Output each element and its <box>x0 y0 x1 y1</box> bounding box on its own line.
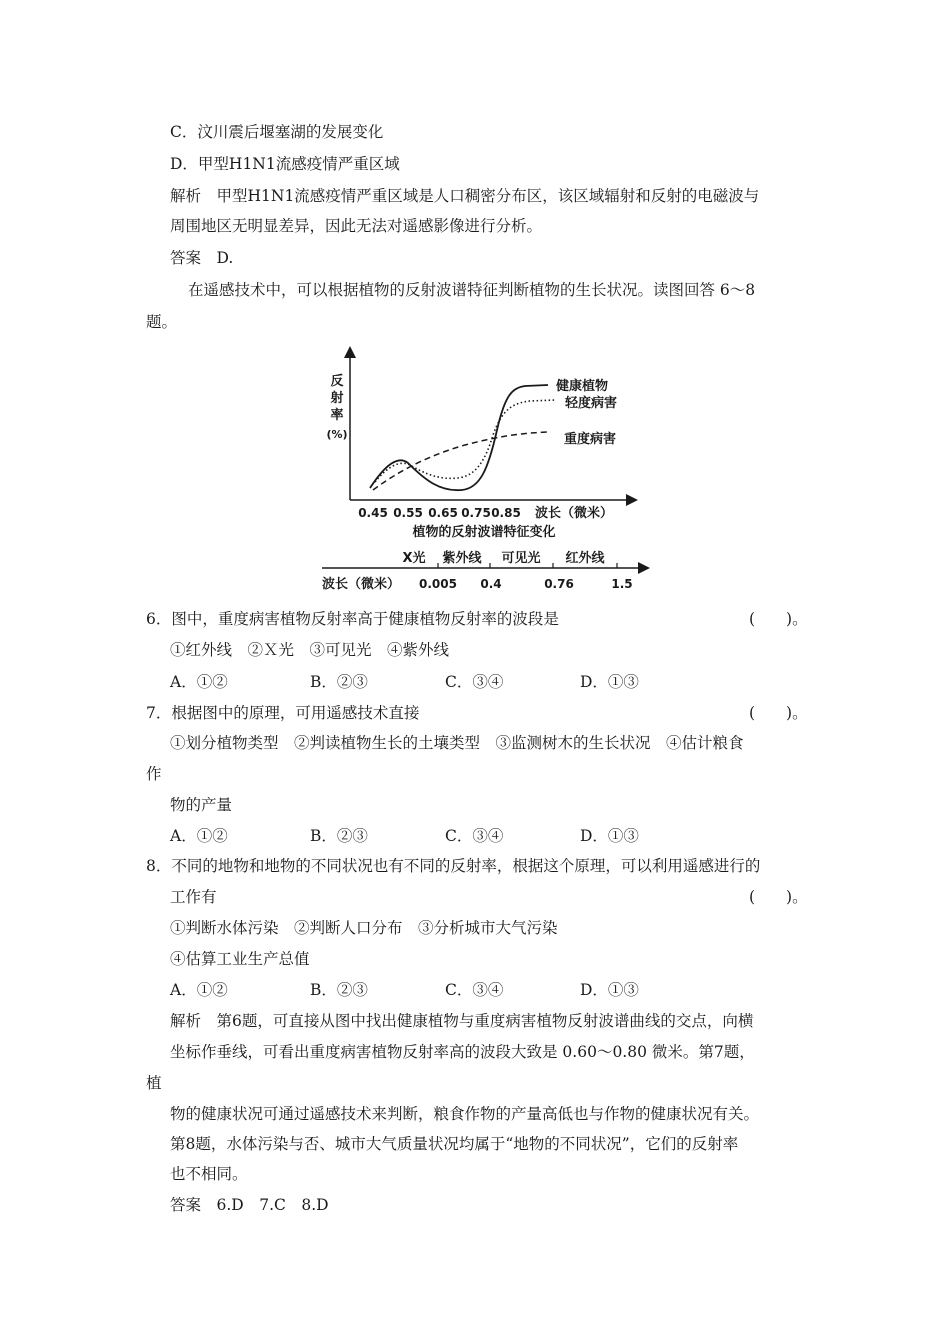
q7-option-a: A．①② <box>170 827 228 845</box>
x-axis-label: 波长（微米） <box>534 506 614 521</box>
prev-option-c: C．汶川震后堰塞湖的发展变化 <box>170 123 384 141</box>
x-tick-045: 0.45 <box>358 506 388 520</box>
figure-caption: 植物的反射波谱特征变化 <box>412 525 556 540</box>
q6-stem: 6．图中，重度病害植物反射率高于健康植物反射率的波段是 <box>146 610 559 628</box>
q7-option-c: C．③④ <box>445 827 504 845</box>
y-label-1: 反 <box>330 374 344 389</box>
curve-mild <box>375 400 556 482</box>
analysis-line3: 植 <box>146 1074 162 1092</box>
q7-option-b: B．②③ <box>310 827 368 845</box>
prev-analysis-line2: 周围地区无明显差异，因此无法对遥感影像进行分析。 <box>170 217 543 235</box>
analysis-line6: 也不相同。 <box>170 1165 248 1183</box>
x-tick-085: 0.85 <box>491 506 521 520</box>
q8-option-c: C．③④ <box>445 981 504 999</box>
q8-option-a: A．①② <box>170 981 228 999</box>
q8-items-line2: ④估算工业生产总值 <box>170 950 310 968</box>
region-uv: 紫外线 <box>442 551 482 566</box>
legend-mild: 轻度病害 <box>565 396 618 411</box>
q8-stem-line1: 8．不同的地物和地物的不同状况也有不同的反射率，根据这个原理，可以利用遥感进行的 <box>146 857 761 875</box>
q8-paren: ( )。 <box>749 888 808 906</box>
analysis-line4: 物的健康状况可通过遥感技术来判断，粮食作物的产量高低也与作物的健康状况有关。 <box>170 1105 760 1123</box>
q7-paren: ( )。 <box>749 704 808 722</box>
prev-answer: 答案 D. <box>170 249 234 267</box>
y-label-4: (%) <box>326 428 348 441</box>
legend-severe: 重度病害 <box>564 432 617 447</box>
region-visible: 可见光 <box>501 551 541 566</box>
y-label-2: 射 <box>330 391 344 406</box>
q6-items: ①红外线 ②Ｘ光 ③可见光 ④紫外线 <box>170 641 450 659</box>
region-xray: X光 <box>402 551 426 566</box>
analysis-answer: 答案 6.D 7.C 8.D <box>170 1196 329 1214</box>
q8-option-d: D．①③ <box>580 981 639 999</box>
analysis-line2: 坐标作垂线，可看出重度病害植物反射率高的波段大致是 0.60～0.80 微米。第7题， <box>170 1043 755 1061</box>
scale-tick-04: 0.4 <box>480 577 502 591</box>
analysis-line1: 解析 第6题，可直接从图中找出健康植物与重度病害植物反射波谱曲线的交点，向横 <box>170 1012 754 1030</box>
intro-line1: 在遥感技术中，可以根据植物的反射波谱特征判断植物的生长状况。读图回答 6～8 <box>188 281 756 299</box>
x-tick-065: 0.65 <box>428 506 458 520</box>
q8-items-line1: ①判断水体污染 ②判断人口分布 ③分析城市大气污染 <box>170 919 558 937</box>
legend-healthy: 健康植物 <box>556 379 609 394</box>
scale-tick-15: 1.5 <box>611 577 633 591</box>
prev-option-d: D．甲型H1N1流感疫情严重区域 <box>170 155 400 173</box>
x-tick-055: 0.55 <box>393 506 423 520</box>
q7-stem: 7．根据图中的原理，可用遥感技术直接 <box>146 704 420 722</box>
curve-healthy <box>370 385 548 490</box>
intro-line2: 题。 <box>146 313 178 331</box>
q7-items-line1: ①划分植物类型 ②判读植物生长的土壤类型 ③监测树木的生长状况 ④估计粮食 <box>170 734 744 752</box>
q7-option-d: D．①③ <box>580 827 639 845</box>
scale-label: 波长（微米） <box>322 577 401 592</box>
q7-items-line3: 物的产量 <box>170 796 233 814</box>
prev-analysis-line1: 解析 甲型H1N1流感疫情严重区域是人口稠密分布区，该区域辐射和反射的电磁波与 <box>170 187 760 205</box>
q8-stem-line2: 工作有 <box>170 888 217 906</box>
reflectance-figure <box>0 340 950 600</box>
scale-tick-076: 0.76 <box>544 577 574 591</box>
q7-items-line2: 作 <box>146 765 162 783</box>
region-infrared: 红外线 <box>565 551 605 566</box>
q6-paren: ( )。 <box>749 610 808 628</box>
q6-option-a: A．①② <box>170 673 228 691</box>
q6-option-c: C．③④ <box>445 673 504 691</box>
q6-option-b: B．②③ <box>310 673 368 691</box>
scale-tick-0005: 0.005 <box>419 577 457 591</box>
y-label-3: 率 <box>330 408 344 423</box>
q6-option-d: D．①③ <box>580 673 639 691</box>
q8-option-b: B．②③ <box>310 981 368 999</box>
x-tick-075: 0.75 <box>461 506 491 520</box>
analysis-line5: 第8题，水体污染与否、城市大气质量状况均属于“地物的不同状况”，它们的反射率 <box>170 1135 739 1153</box>
